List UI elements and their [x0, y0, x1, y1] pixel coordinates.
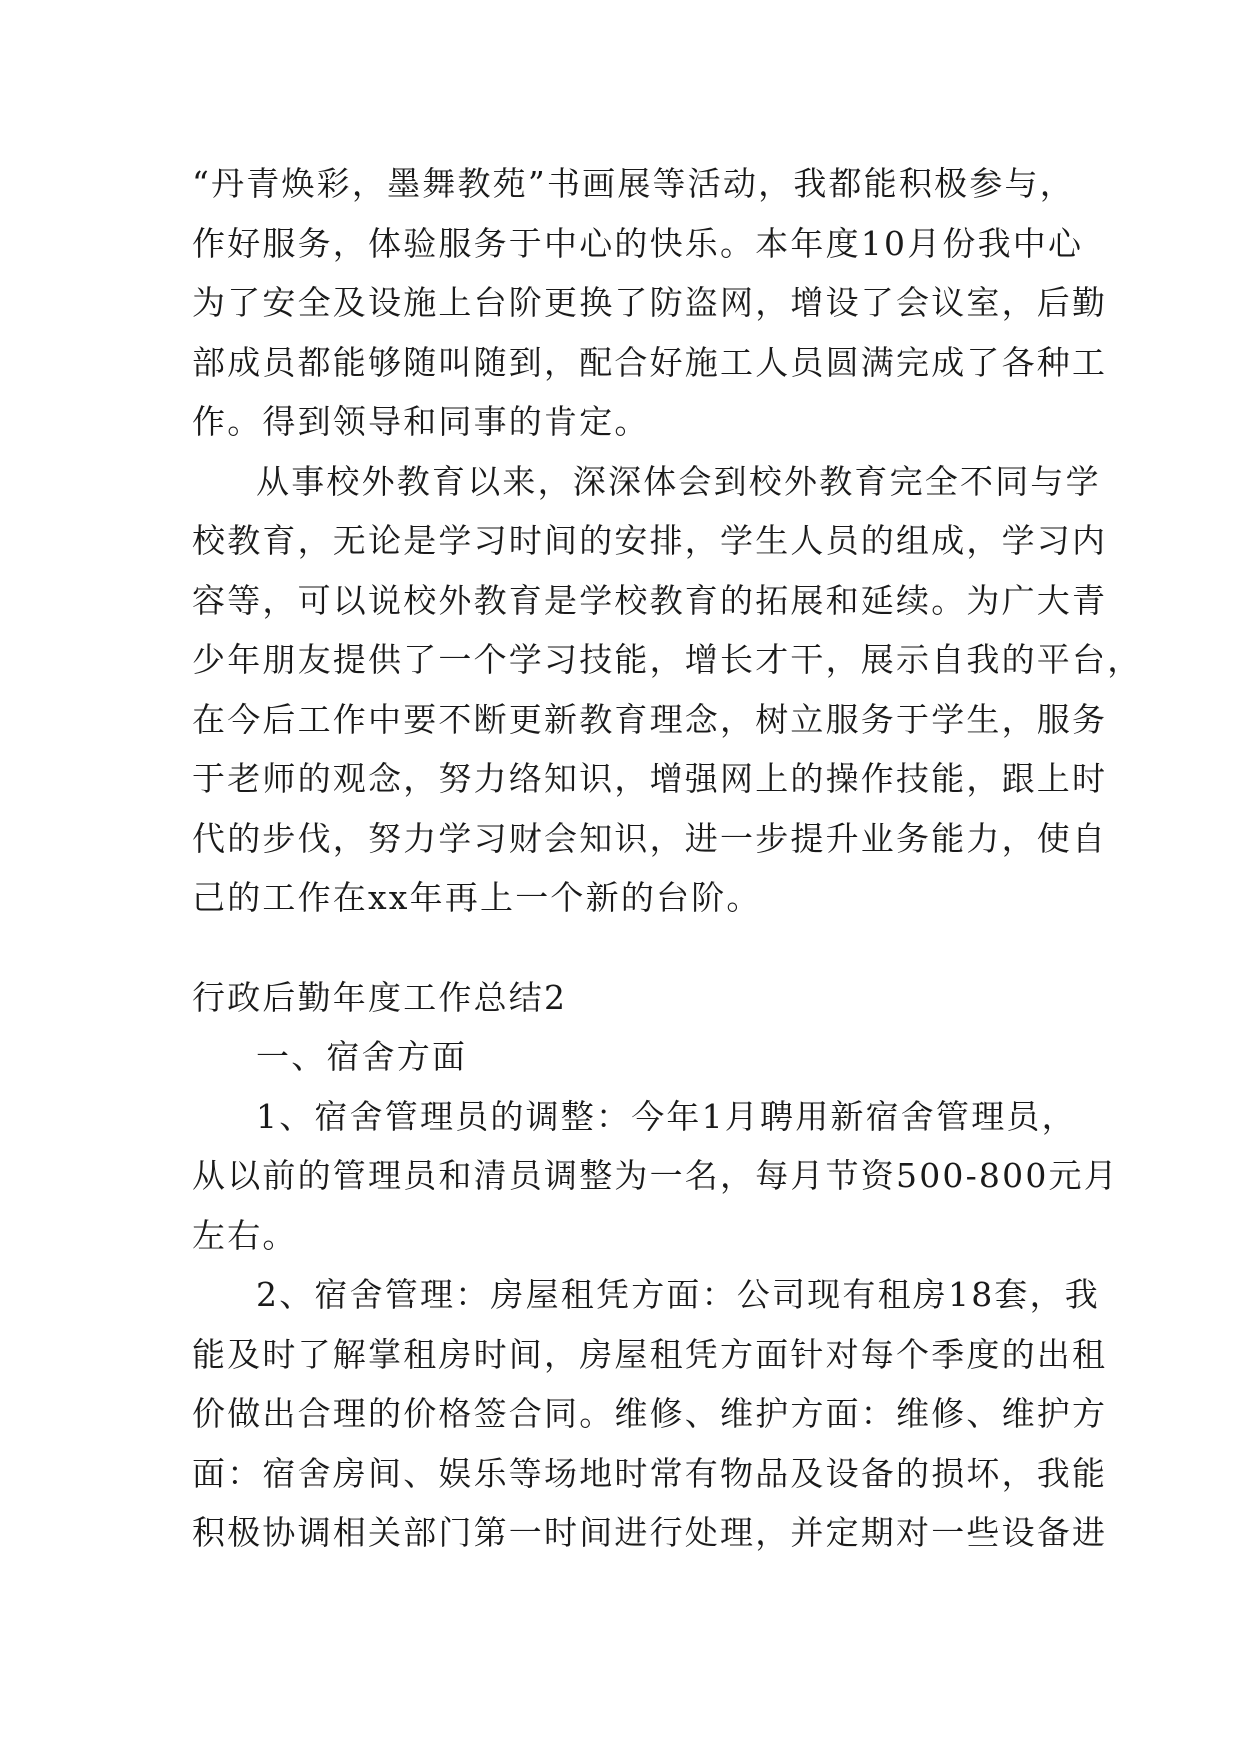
body-text-line: 为了安全及设施上台阶更换了防盗网，增设了会议室，后勤: [192, 283, 1108, 322]
body-text-line: 2、宿舍管理：房屋租凭方面：公司现有租房18套，我: [256, 1275, 1100, 1314]
body-text-line: 能及时了解掌租房时间，房屋租凭方面针对每个季度的出租: [192, 1335, 1108, 1374]
body-text-line: 价做出合理的价格签合同。维修、维护方面：维修、维护方: [192, 1394, 1108, 1433]
body-text-line: 容等，可以说校外教育是学校教育的拓展和延续。为广大青: [192, 581, 1108, 620]
body-text-line: 面：宿舍房间、娱乐等场地时常有物品及设备的损坏，我能: [192, 1454, 1108, 1493]
subheading: 一、宿舍方面: [256, 1037, 468, 1076]
body-text-line: 在今后工作中要不断更新教育理念，树立服务于学生，服务: [192, 700, 1108, 739]
body-text-line: 从事校外教育以来，深深体会到校外教育完全不同与学: [256, 462, 1101, 501]
section-title: 行政后勤年度工作总结2: [192, 978, 568, 1017]
body-text-line: 于老师的观念，努力络知识，增强网上的操作技能，跟上时: [192, 759, 1108, 798]
body-text-line: 1、宿舍管理员的调整：今年1月聘用新宿舍管理员，: [256, 1097, 1077, 1136]
body-text-line: 左右。: [192, 1216, 298, 1255]
body-text-line: “丹青焕彩，墨舞教苑”书画展等活动，我都能积极参与，: [192, 164, 1075, 203]
body-text-line: 己的工作在xx年再上一个新的台阶。: [192, 878, 762, 917]
body-text-line: 部成员都能够随叫随到，配合好施工人员圆满完成了各种工: [192, 343, 1108, 382]
body-text-line: 少年朋友提供了一个学习技能，增长才干，展示自我的平台，: [192, 640, 1143, 679]
body-text-line: 代的步伐，努力学习财会知识，进一步提升业务能力，使自: [192, 819, 1108, 858]
body-text-line: 积极协调相关部门第一时间进行处理，并定期对一些设备进: [192, 1513, 1108, 1552]
body-text-line: 作。得到领导和同事的肯定。: [192, 402, 650, 441]
body-text-line: 校教育，无论是学习时间的安排，学生人员的组成，学习内: [192, 521, 1108, 560]
body-text-line: 作好服务，体验服务于中心的快乐。本年度10月份我中心: [192, 224, 1084, 263]
body-text-line: 从以前的管理员和清员调整为一名，每月节资500-800元月: [192, 1156, 1119, 1195]
